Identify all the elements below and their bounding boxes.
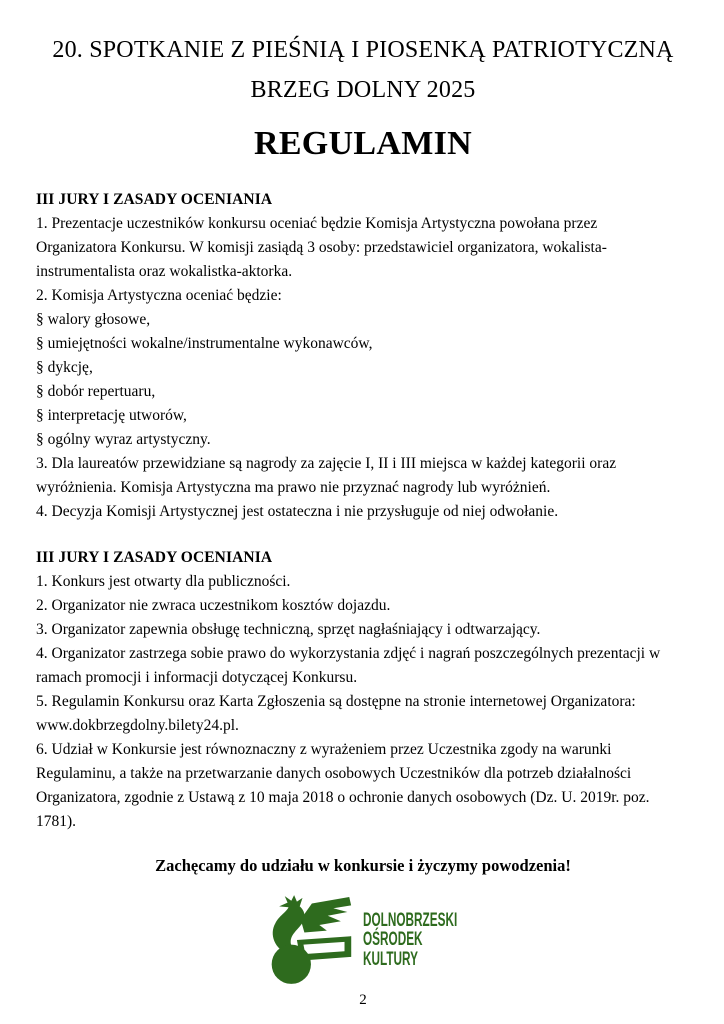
page-number: 2 — [359, 992, 367, 1008]
paragraph: 2. Komisja Artystyczna oceniać będzie: — [36, 287, 282, 304]
section-header: III JURY I ZASADY OCENIANIA — [36, 549, 273, 566]
paragraph: 1. Konkurs jest otwarty dla publiczności. — [36, 573, 291, 590]
bullet-item: § ogólny wyraz artystyczny. — [36, 431, 211, 448]
paragraph-with-url: 5. Regulamin Konkursu oraz Karta Zgłoszenia są dostępne na stronie internetowej Organizatora: www.dokbrzegdolny.bilety24.pl. — [36, 693, 636, 734]
section-jury-rules-2 — [36, 546, 690, 834]
bullet-item: § dykcję, — [36, 359, 93, 376]
closing-encouragement: Zachęcamy do udziału w konkursie i życzymy powodzenia! — [155, 856, 571, 875]
regulamin-heading: REGULAMIN — [253, 125, 473, 162]
paragraph: 3. Organizator zapewnia obsługę techniczną, sprzęt nagłaśniający i odtwarzający. — [36, 621, 541, 638]
paragraph: 1. Prezentacje uczestników konkursu oceniać będzie Komisja Artystyczna powołana przez Organizatora Konkursu. W komisji zasiądą 3 osoby: przedstawiciel organizatora, wokalista-instrumentalista oraz wokalistka-aktorka. — [36, 215, 607, 280]
title-line-1: 20. SPOTKANIE Z PIEŚNIĄ I PIOSENKĄ PATRIOTYCZNĄ — [52, 37, 674, 63]
title-line-2: BRZEG DOLNY 2025 — [250, 77, 476, 103]
bullet-item: § walory głosowe, — [36, 311, 151, 328]
logo-text-line-1: DOLNOBRZESKI — [362, 909, 457, 931]
paragraph: 4. Decyzja Komisji Artystycznej jest ostateczna i nie przysługuje od niej odwołanie. — [36, 503, 559, 520]
organizer-logo — [36, 892, 690, 988]
paragraph: 4. Organizator zastrzega sobie prawo do wykorzystania zdjęć i nagrań poszczególnych prezentacji w ramach promocji i informacji dotyczącej Konkursu. — [36, 645, 661, 686]
section-header: III JURY I ZASADY OCENIANIA — [36, 191, 273, 208]
section-jury-rules-1 — [36, 188, 690, 524]
dok-swan-piano-logo-icon — [267, 894, 353, 986]
document-title — [36, 30, 690, 110]
logo-text-line-3: KULTURY — [362, 948, 418, 970]
bullet-item: § dobór repertuaru, — [36, 383, 156, 400]
bullet-item: § umiejętności wokalne/instrumentalne wykonawców, — [36, 335, 373, 352]
logo-text-line-2: OŚRODEK — [362, 929, 423, 951]
paragraph: 3. Dla laureatów przewidziane są nagrody za zajęcie I, II i III miejsca w każdej kategorii oraz wyróżnienia. Komisja Artystyczna ma prawo nie przyznać nagrody lub wyróżnień. — [36, 455, 617, 496]
bullet-item: § interpretację utworów, — [36, 407, 187, 424]
paragraph: 6. Udział w Konkursie jest równoznaczny z wyrażeniem przez Uczestnika zgody na warunki Regulaminu, a także na przetwarzanie danych osobowych Uczestników dla potrzeb działalności Organizatora, zgodnie z Ustawą z 10 maja 2018 o ochronie danych osobowych (Dz. U. 2019r. poz. 1781). — [36, 741, 650, 830]
paragraph: 2. Organizator nie zwraca uczestnikom kosztów dojazdu. — [36, 597, 391, 614]
organizer-logo-text — [363, 911, 460, 970]
